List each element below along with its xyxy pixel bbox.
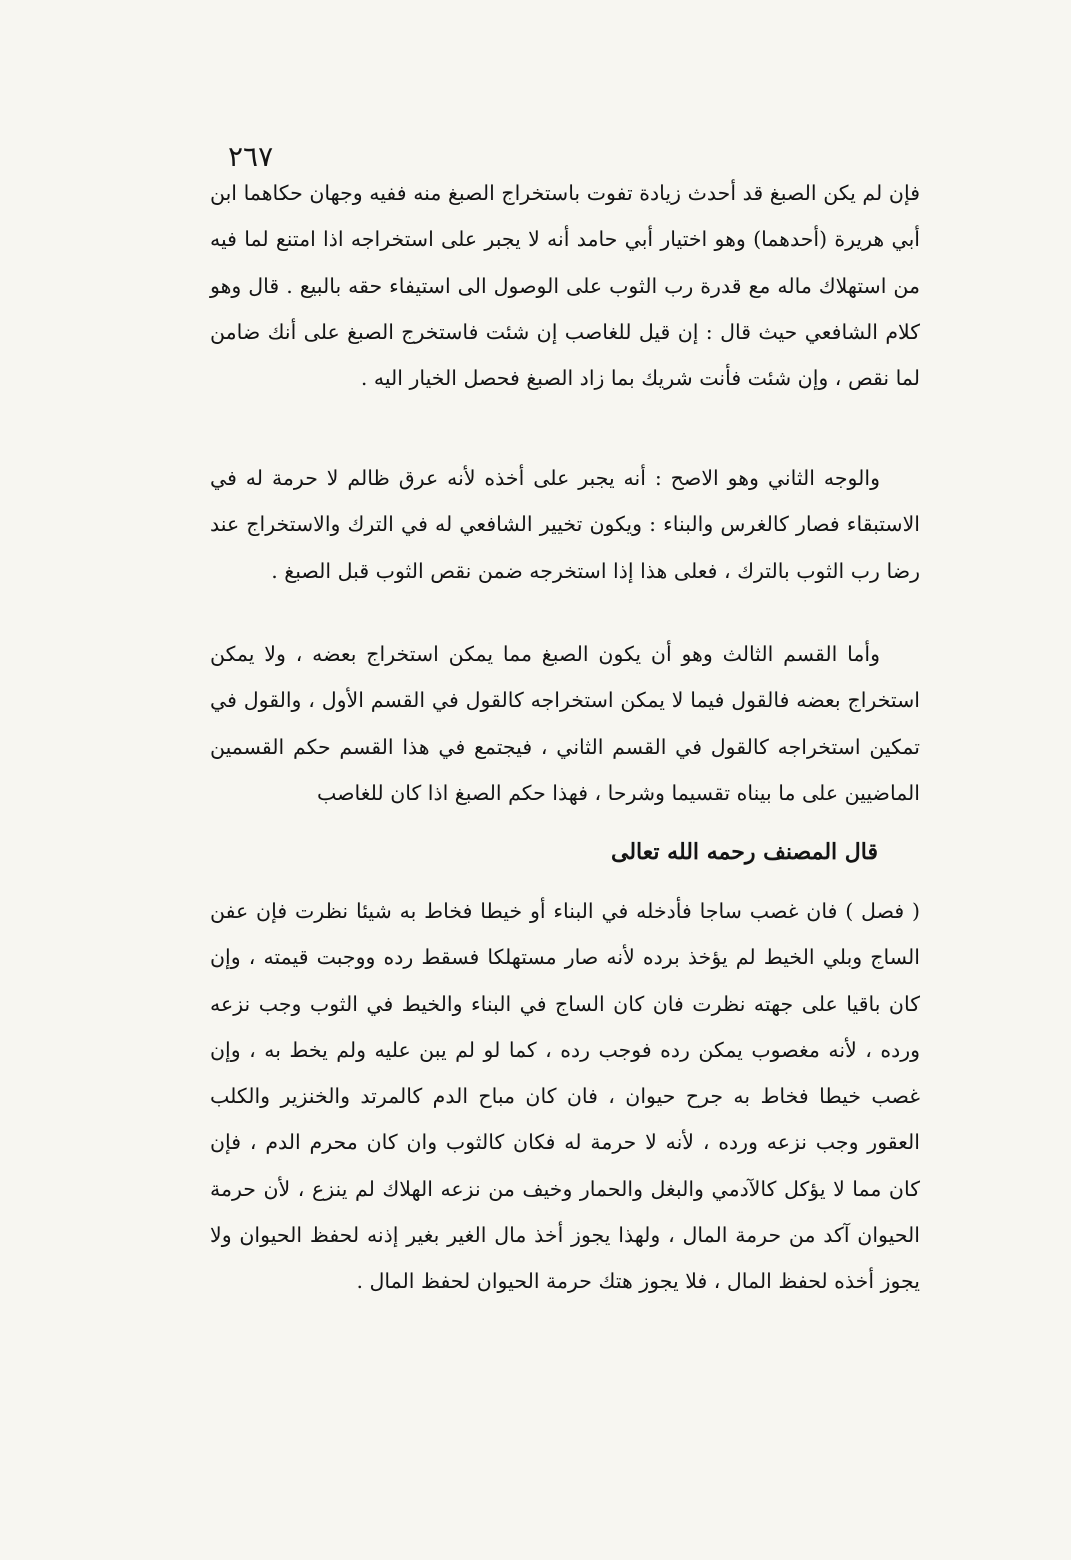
section-heading: قال المصنف رحمه الله تعالى xyxy=(611,839,878,865)
paragraph-text: وأما القسم الثالث وهو أن يكون الصبغ مما يمكن استخراج بعضه ، ولا يمكن استخراج بعضه فالقول فيما لا يمكن استخراجه كالقول في القسم الأول ، والقول في تمكين استخراجه كالقول في القسم الثاني ، فيجتمع في هذا القسم حكم القسمين الماضيين على ما بيناه تقسيما وشرحا ، فهذا حكم الصبغ اذا كان للغاصب xyxy=(210,642,920,805)
paragraph-text: والوجه الثاني وهو الاصح : أنه يجبر على أخذه لأنه عرق ظالم لا حرمة له في الاستبقاء فصار كالغرس والبناء : ويكون تخيير الشافعي له في الترك والاستخراج عند رضا رب الثوب بالترك ، فعلى هذا إذا استخرجه ضمن نقص الثوب قبل الصبغ . xyxy=(210,466,920,583)
paragraph-text: فإن لم يكن الصبغ قد أحدث زيادة تفوت باستخراج الصبغ منه ففيه وجهان حكاهما ابن أبي هريرة (أحدهما) وهو اختيار أبي حامد أنه لا يجبر على استخراجه اذا امتنع لما فيه من استهلاك ماله مع قدرة رب الثوب على الوصول الى استيفاء حقه بالبيع . قال وهو كلام الشافعي حيث قال : إن قيل للغاصب إن شئت فاستخرج الصبغ على أنك ضامن لما نقص ، وإن شئت فأنت شريك بما زاد الصبغ فحصل الخيار اليه . xyxy=(210,181,920,391)
paragraph-text: ( فصل ) فان غصب ساجا فأدخله في البناء أو خيطا فخاط به شيئا نظرت فإن عفن الساج وبلي الخيط لم يؤخذ برده لأنه صار مستهلكا فسقط رده ووجبت قيمته ، وإن كان باقيا على جهته نظرت فان كان الساج في البناء والخيط في الثوب وجب نزعه ورده ، لأنه مغصوب يمكن رده فوجب رده ، كما لو لم يبن عليه ولم يخط به ، وإن غصب خيطا فخاط به جرح حيوان ، فان كان مباح الدم كالمرتد والخنزير والكلب العقور وجب نزعه ورده ، لأنه لا حرمة له فكان كالثوب وان كان محرم الدم ، فإن كان مما لا يؤكل كالآدمي والبغل والحمار وخيف من نزعه الهلاك لم ينزع ، لأن حرمة الحيوان آكد من حرمة المال ، ولهذا يجوز أخذ مال الغير بغير إذنه لحفظ الحيوان ولا يجوز أخذه لحفظ المال ، فلا يجوز هتك حرمة الحيوان لحفظ المال . xyxy=(210,899,920,1294)
paragraph-3 xyxy=(210,631,920,816)
paragraph-1 xyxy=(210,170,920,401)
paragraph-4 xyxy=(210,888,920,1305)
page-number: ٢٦٧ xyxy=(228,140,274,173)
paragraph-2 xyxy=(210,455,920,594)
